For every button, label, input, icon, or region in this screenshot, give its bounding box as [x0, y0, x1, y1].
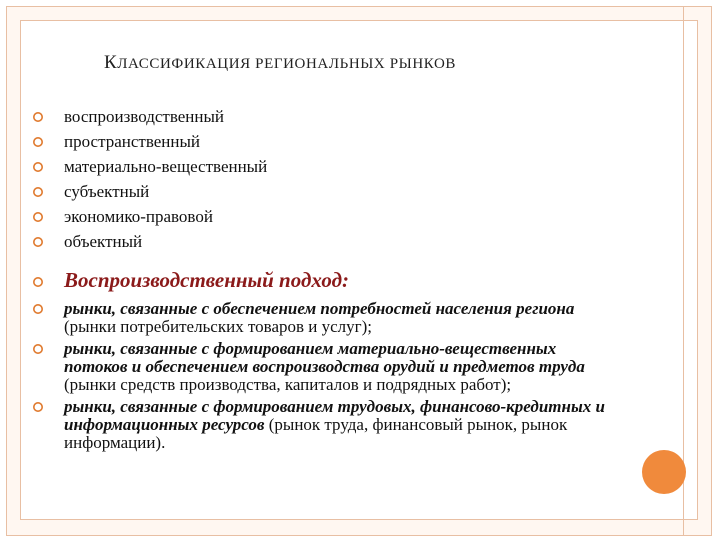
circle-bullet-icon [32, 343, 44, 355]
circle-bullet-icon [32, 136, 44, 148]
slide-title: КЛАССИФИКАЦИЯ РЕГИОНАЛЬНЫХ РЫНКОВ [104, 52, 457, 73]
list-item: материально-вещественный [32, 154, 267, 179]
frame-vertical-rule [683, 6, 684, 536]
market-types-list [32, 104, 267, 254]
list-item: объектный [32, 229, 267, 254]
list-item: воспроизводственный [32, 104, 267, 129]
circle-bullet-icon [32, 161, 44, 173]
list-item: рынки, связанные с обеспечением потребностей населения региона (рынки потребительских товаров и услуг); [32, 300, 612, 336]
circle-bullet-icon [32, 111, 44, 123]
circle-bullet-icon [32, 276, 44, 288]
circle-bullet-icon [32, 303, 44, 315]
section-heading: Воспроизводственный подход: [32, 268, 349, 293]
circle-bullet-icon [32, 401, 44, 413]
list-item: пространственный [32, 129, 267, 154]
approach-points-list [32, 300, 612, 456]
circle-bullet-icon [32, 236, 44, 248]
list-item: экономико-правовой [32, 204, 267, 229]
circle-bullet-icon [32, 211, 44, 223]
decorative-orange-circle [642, 450, 686, 494]
list-item: субъектный [32, 179, 267, 204]
list-item: рынки, связанные с формированием трудовых, финансово-кредитных и информационных ресурсов (рынок труда, финансовый рынок, рынок информации). [32, 398, 612, 452]
list-item: рынки, связанные с формированием материально-вещественных потоков и обеспечением воспроизводства орудий и предметов труда (рынки средств производства, капиталов и подрядных работ); [32, 340, 612, 394]
circle-bullet-icon [32, 186, 44, 198]
